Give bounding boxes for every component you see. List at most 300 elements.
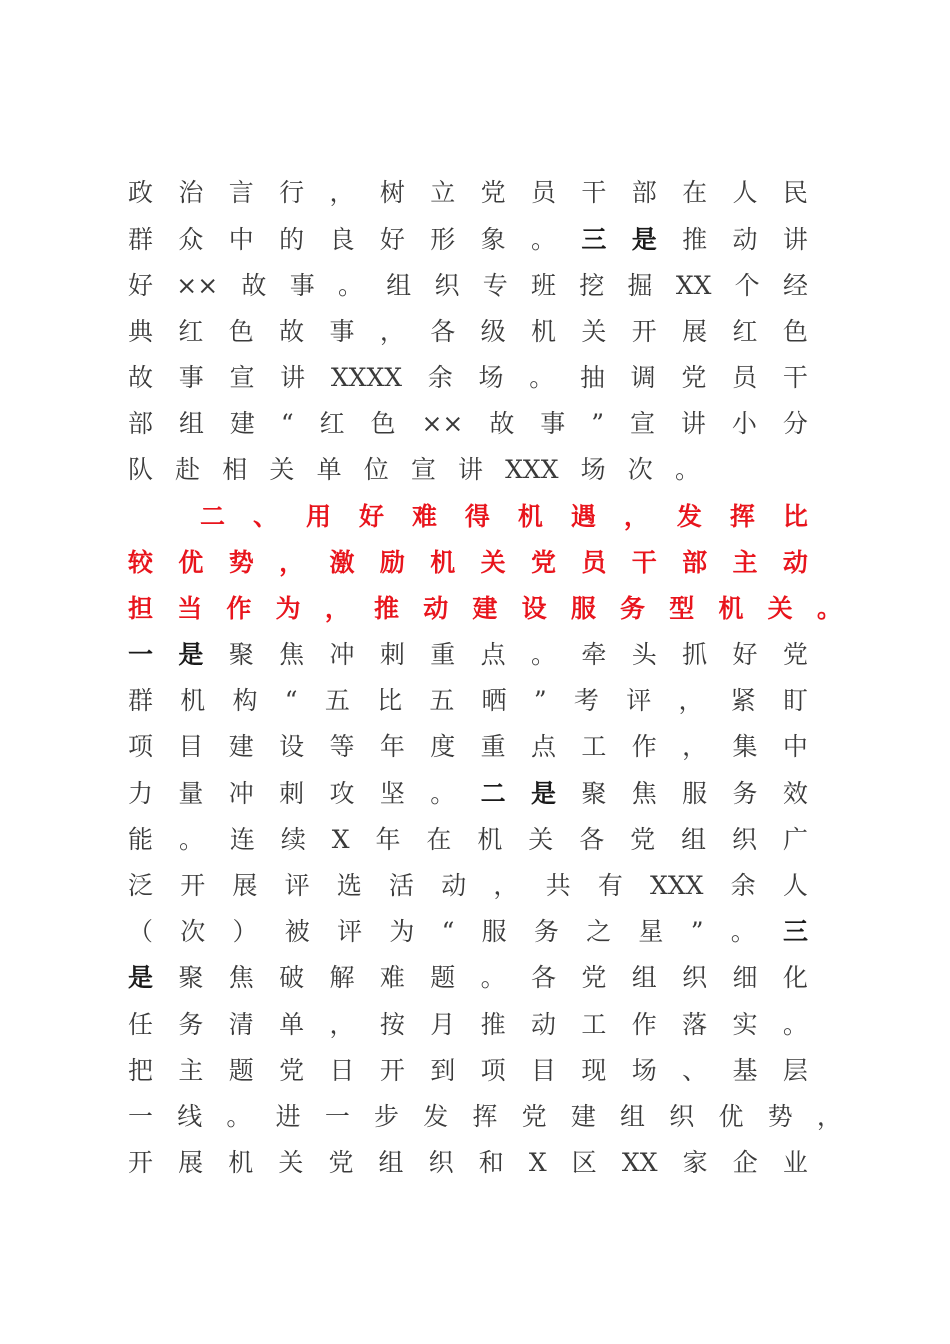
text-char: XXX <box>505 455 559 484</box>
text-char: 部 <box>631 178 657 207</box>
text-char: 解 <box>329 963 355 992</box>
text-char: 评 <box>626 686 652 715</box>
text-char: 好 <box>732 640 758 669</box>
text-char: 年 <box>379 732 405 761</box>
text-char: 目 <box>531 1056 557 1085</box>
text-char: 务 <box>620 594 646 623</box>
text-char: 党 <box>521 1102 547 1131</box>
text-char: ， <box>379 317 405 346</box>
text-char: 讲 <box>457 455 483 484</box>
body-text-line <box>128 909 808 955</box>
text-char: ， <box>279 548 305 577</box>
text-char: 党 <box>328 1148 354 1177</box>
text-char: 遇 <box>570 502 596 531</box>
text-char: ， <box>324 594 350 623</box>
text-char: 调 <box>630 363 656 392</box>
text-char: 关 <box>269 455 295 484</box>
text-char: ×× <box>176 271 219 300</box>
text-char: 刺 <box>279 779 305 808</box>
text-char: 构 <box>232 686 258 715</box>
text-char: 好 <box>358 502 384 531</box>
text-char: 组 <box>378 1148 404 1177</box>
text-char: 故 <box>489 409 515 438</box>
text-char: 项 <box>128 732 154 761</box>
text-char: 专 <box>482 271 508 300</box>
text-char: 红 <box>178 317 204 346</box>
text-char: 好 <box>379 225 405 254</box>
emphasis-char: 二 <box>480 779 506 808</box>
text-char: 聚 <box>178 963 204 992</box>
text-char: 机 <box>718 594 744 623</box>
text-char: 选 <box>336 871 362 900</box>
text-char: 难 <box>379 963 405 992</box>
text-char: 作 <box>631 1010 657 1039</box>
text-char: 政 <box>128 178 154 207</box>
text-char: 二 <box>200 502 226 531</box>
text-char: 典 <box>128 317 154 346</box>
text-char: 线 <box>177 1102 203 1131</box>
text-char: 关 <box>480 548 506 577</box>
text-char: 按 <box>379 1010 405 1039</box>
text-char: XXXX <box>330 363 403 392</box>
text-char: 题 <box>228 1056 254 1085</box>
text-char: 机 <box>477 825 503 854</box>
text-char: 级 <box>480 317 506 346</box>
text-char: 晒 <box>481 686 507 715</box>
text-char: 色 <box>370 409 396 438</box>
text-char: 事 <box>289 271 315 300</box>
text-char: 关 <box>767 594 793 623</box>
text-char: 动 <box>441 871 467 900</box>
text-char: 设 <box>521 594 547 623</box>
text-char: ×× <box>421 409 464 438</box>
emphasis-char: 是 <box>178 640 204 669</box>
text-char: 有 <box>597 871 623 900</box>
text-char: 把 <box>128 1056 154 1085</box>
text-char: 展 <box>682 317 708 346</box>
text-char: 作 <box>631 732 657 761</box>
body-text-line <box>128 955 808 1001</box>
text-char: 为 <box>389 917 415 946</box>
text-char: 群 <box>128 686 154 715</box>
text-char: 宣 <box>410 455 436 484</box>
text-char: 行 <box>279 178 305 207</box>
text-char: 。 <box>674 455 700 484</box>
text-char: 优 <box>178 548 204 577</box>
text-char: 重 <box>480 732 506 761</box>
text-char: 细 <box>732 963 758 992</box>
text-char: 党 <box>681 363 707 392</box>
text-char: 组 <box>386 271 412 300</box>
text-char: 中 <box>228 225 254 254</box>
text-char: 干 <box>782 363 808 392</box>
text-char: ” <box>591 409 605 438</box>
text-char: 讲 <box>680 409 706 438</box>
text-char: 年 <box>375 825 401 854</box>
text-char: 余 <box>730 871 756 900</box>
text-char: 树 <box>379 178 405 207</box>
text-char: 牵 <box>581 640 607 669</box>
text-char: 月 <box>430 1010 456 1039</box>
text-char: 宣 <box>229 363 255 392</box>
text-char: 。 <box>529 363 555 392</box>
body-text-line <box>128 1140 808 1186</box>
text-char: 掘 <box>627 271 653 300</box>
text-char: ” <box>533 686 547 715</box>
text-char: 人 <box>782 871 808 900</box>
text-char: 和 <box>478 1148 504 1177</box>
text-char: 刺 <box>379 640 405 669</box>
text-char: 活 <box>389 871 415 900</box>
text-char: 建 <box>229 409 255 438</box>
text-char: “ <box>280 409 294 438</box>
text-char: ， <box>493 871 519 900</box>
text-char: 进 <box>275 1102 301 1131</box>
text-char: 五 <box>324 686 350 715</box>
text-char: 挥 <box>729 502 755 531</box>
text-char: 次 <box>180 917 206 946</box>
text-char: 力 <box>128 779 154 808</box>
body-text-line <box>128 724 808 770</box>
text-char: 焦 <box>279 640 305 669</box>
text-char: 众 <box>178 225 204 254</box>
text-char: 良 <box>329 225 355 254</box>
text-char: 落 <box>682 1010 708 1039</box>
text-char: 势 <box>767 1102 793 1131</box>
text-char: 评 <box>284 871 310 900</box>
text-char: 抓 <box>682 640 708 669</box>
body-text-line <box>128 263 808 309</box>
text-char: 比 <box>377 686 403 715</box>
text-char: 广 <box>782 825 808 854</box>
text-char: 经 <box>782 271 808 300</box>
text-char: 党 <box>782 640 808 669</box>
text-char: 。 <box>816 594 842 623</box>
text-char: 焦 <box>228 963 254 992</box>
text-char: 色 <box>782 317 808 346</box>
text-char: 聚 <box>228 640 254 669</box>
text-char: XX <box>675 271 712 300</box>
text-char: 机 <box>228 1148 254 1177</box>
text-char: 用 <box>305 502 331 531</box>
text-char: 清 <box>228 1010 254 1039</box>
text-char: 势 <box>228 548 254 577</box>
text-char: 、 <box>682 1056 708 1085</box>
text-char: 开 <box>631 317 657 346</box>
text-char: 余 <box>427 363 453 392</box>
text-char: 。 <box>226 1102 252 1131</box>
text-char: 等 <box>329 732 355 761</box>
text-char: 层 <box>782 1056 808 1085</box>
text-char: 比 <box>782 502 808 531</box>
text-char: 工 <box>581 1010 607 1039</box>
text-char: 展 <box>178 1148 204 1177</box>
text-char: 事 <box>540 409 566 438</box>
text-char: 干 <box>631 548 657 577</box>
text-char: XX <box>621 1148 658 1177</box>
text-char: 形 <box>430 225 456 254</box>
text-char: 机 <box>430 548 456 577</box>
body-text-line <box>128 309 808 355</box>
emphasis-char: 是 <box>531 779 557 808</box>
text-char: 组 <box>178 409 204 438</box>
text-char: 担 <box>128 594 154 623</box>
text-char: 紧 <box>730 686 756 715</box>
text-char: 步 <box>374 1102 400 1131</box>
text-char: 焦 <box>631 779 657 808</box>
text-char: 红 <box>732 317 758 346</box>
body-text-line <box>128 401 808 447</box>
text-char: 治 <box>178 178 204 207</box>
text-char: 推 <box>682 225 708 254</box>
text-char: 。 <box>730 917 756 946</box>
text-char: 攻 <box>329 779 355 808</box>
text-char: 队 <box>128 455 154 484</box>
text-char: 。 <box>782 1010 808 1039</box>
text-char: XXX <box>650 871 704 900</box>
text-char: 。 <box>531 225 557 254</box>
text-char: 党 <box>531 548 557 577</box>
body-text-line <box>128 170 808 216</box>
text-char: 推 <box>374 594 400 623</box>
text-char: 员 <box>531 178 557 207</box>
text-char: 织 <box>434 271 460 300</box>
body-text-line <box>128 632 808 678</box>
text-char: 党 <box>581 963 607 992</box>
text-char: 头 <box>631 640 657 669</box>
text-char: 单 <box>316 455 342 484</box>
body-text-line <box>128 863 808 909</box>
body-text-line <box>128 771 808 817</box>
emphasis-char: 是 <box>631 225 657 254</box>
text-char: 红 <box>319 409 345 438</box>
text-char: 立 <box>430 178 456 207</box>
body-text-line <box>128 1048 808 1094</box>
text-char: 量 <box>178 779 204 808</box>
text-char: 励 <box>379 548 405 577</box>
text-char: 家 <box>682 1148 708 1177</box>
text-char: 故 <box>241 271 267 300</box>
text-char: 冲 <box>329 640 355 669</box>
text-char: 机 <box>531 317 557 346</box>
text-char: 讲 <box>280 363 306 392</box>
text-char: 组 <box>681 825 707 854</box>
text-char: 盯 <box>782 686 808 715</box>
text-char: 为 <box>275 594 301 623</box>
text-char: 目 <box>178 732 204 761</box>
text-char: 冲 <box>228 779 254 808</box>
text-char: 小 <box>731 409 757 438</box>
text-char: 度 <box>430 732 456 761</box>
text-char: 项 <box>480 1056 506 1085</box>
text-char: 一 <box>324 1102 350 1131</box>
text-char: 建 <box>228 732 254 761</box>
text-char: 基 <box>732 1056 758 1085</box>
text-char: 激 <box>329 548 355 577</box>
text-char: 展 <box>232 871 258 900</box>
text-char: 泛 <box>128 871 154 900</box>
text-char: 主 <box>732 548 758 577</box>
text-char: 员 <box>581 548 607 577</box>
text-char: 象 <box>480 225 506 254</box>
text-char: 开 <box>180 871 206 900</box>
body-text-line <box>128 817 808 863</box>
heading-line <box>128 540 808 586</box>
emphasis-char: 三 <box>782 917 808 946</box>
text-char: 一 <box>128 1102 154 1131</box>
text-char: 位 <box>363 455 389 484</box>
text-char: 日 <box>329 1056 355 1085</box>
text-char: 组 <box>620 1102 646 1131</box>
text-char: 共 <box>545 871 571 900</box>
text-char: 续 <box>280 825 306 854</box>
text-char: 班 <box>531 271 557 300</box>
text-char: 得 <box>464 502 490 531</box>
text-char: 效 <box>782 779 808 808</box>
text-char: ， <box>682 732 708 761</box>
text-char: 单 <box>279 1010 305 1039</box>
heading-line <box>128 586 842 632</box>
text-char: ， <box>678 686 704 715</box>
body-text-line <box>128 217 808 263</box>
text-char: 务 <box>533 917 559 946</box>
text-char: 。 <box>430 779 456 808</box>
text-char: 人 <box>732 178 758 207</box>
text-char: 开 <box>128 1148 154 1177</box>
text-char: 员 <box>732 363 758 392</box>
text-char: ” <box>690 917 704 946</box>
body-text-line <box>128 355 808 401</box>
text-char: 集 <box>732 732 758 761</box>
text-char: 言 <box>228 178 254 207</box>
text-char: 场 <box>580 455 606 484</box>
emphasis-char: 三 <box>581 225 607 254</box>
text-char: 聚 <box>581 779 607 808</box>
text-char: 党 <box>480 178 506 207</box>
text-char: 织 <box>428 1148 454 1177</box>
text-char: 化 <box>782 963 808 992</box>
text-char: 发 <box>676 502 702 531</box>
text-char: 动 <box>732 225 758 254</box>
text-char: （ <box>128 917 154 946</box>
text-char: 动 <box>423 594 449 623</box>
text-char: 能 <box>128 825 154 854</box>
text-char: 服 <box>481 917 507 946</box>
text-char: 关 <box>581 317 607 346</box>
text-char: 机 <box>517 502 543 531</box>
text-char: ， <box>329 178 355 207</box>
text-char: 实 <box>732 1010 758 1039</box>
text-char: 破 <box>279 963 305 992</box>
heading-line <box>200 494 808 540</box>
text-char: 中 <box>782 732 808 761</box>
text-char: 色 <box>228 317 254 346</box>
text-char: 党 <box>630 825 656 854</box>
text-char: 现 <box>581 1056 607 1085</box>
emphasis-char: 是 <box>128 963 154 992</box>
text-char: 相 <box>222 455 248 484</box>
text-char: 个 <box>734 271 760 300</box>
text-char: 服 <box>682 779 708 808</box>
text-char: 点 <box>480 640 506 669</box>
text-char: 之 <box>586 917 612 946</box>
text-char: 建 <box>472 594 498 623</box>
text-char: 次 <box>627 455 653 484</box>
text-char: ， <box>329 1010 355 1039</box>
text-char: 设 <box>279 732 305 761</box>
body-text-line <box>128 678 808 724</box>
text-char: 各 <box>430 317 456 346</box>
text-char: X <box>528 1148 547 1177</box>
text-char: 关 <box>528 825 554 854</box>
text-char: 开 <box>379 1056 405 1085</box>
text-char: 讲 <box>782 225 808 254</box>
text-char: 群 <box>128 225 154 254</box>
text-char: 、 <box>252 502 278 531</box>
text-char: 挖 <box>579 271 605 300</box>
text-char: 评 <box>337 917 363 946</box>
text-char: 星 <box>638 917 664 946</box>
text-char: 组 <box>631 963 657 992</box>
text-char: 较 <box>128 548 154 577</box>
text-char: “ <box>441 917 455 946</box>
text-char: 故 <box>128 363 154 392</box>
text-char: 织 <box>732 825 758 854</box>
text-char: 事 <box>329 317 355 346</box>
text-char: “ <box>284 686 298 715</box>
text-char: 主 <box>178 1056 204 1085</box>
text-char: 关 <box>278 1148 304 1177</box>
text-char: 务 <box>178 1010 204 1039</box>
text-char: 织 <box>682 963 708 992</box>
text-char: 坚 <box>379 779 405 808</box>
text-char: 区 <box>571 1148 597 1177</box>
text-char: 分 <box>782 409 808 438</box>
text-char: 故 <box>279 317 305 346</box>
text-char: 五 <box>429 686 455 715</box>
text-char: 工 <box>581 732 607 761</box>
text-char: 各 <box>531 963 557 992</box>
body-text-line <box>128 1094 842 1140</box>
text-char: 。 <box>480 963 506 992</box>
text-char: 民 <box>782 178 808 207</box>
text-char: 服 <box>570 594 596 623</box>
text-char: 织 <box>669 1102 695 1131</box>
body-text-line <box>128 447 700 493</box>
text-char: 型 <box>669 594 695 623</box>
text-char: 。 <box>178 825 204 854</box>
text-char: ， <box>623 502 649 531</box>
text-char: X <box>331 825 350 854</box>
text-char: 作 <box>226 594 252 623</box>
text-char: 点 <box>531 732 557 761</box>
text-char: 抽 <box>579 363 605 392</box>
text-char: 难 <box>411 502 437 531</box>
text-char: 任 <box>128 1010 154 1039</box>
text-char: 重 <box>430 640 456 669</box>
text-char: 好 <box>128 271 154 300</box>
text-char: 宣 <box>629 409 655 438</box>
text-char: 部 <box>682 548 708 577</box>
text-char: 的 <box>279 225 305 254</box>
text-char: 动 <box>531 1010 557 1039</box>
text-char: 业 <box>782 1148 808 1177</box>
text-char: 到 <box>430 1056 456 1085</box>
text-char: 在 <box>426 825 452 854</box>
text-char: 动 <box>782 548 808 577</box>
text-char: 建 <box>570 1102 596 1131</box>
emphasis-char: 一 <box>128 640 154 669</box>
